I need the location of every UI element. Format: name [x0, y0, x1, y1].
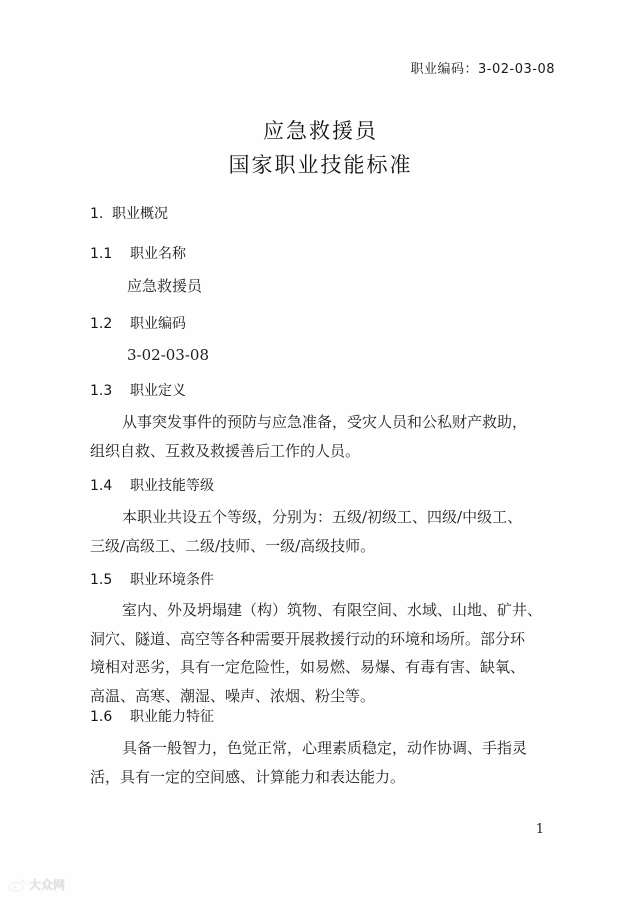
paragraph-line: 洞穴、隧道、高空等各种需要开展救援行动的环境和场所。部分环	[90, 629, 526, 648]
title-block	[0, 114, 641, 182]
paragraph-line: 境相对恶劣，具有一定危险性，如易燃、易爆、有毒有害、缺氧、	[90, 658, 526, 676]
section-heading-1-1	[90, 243, 186, 263]
section-heading-1-2	[90, 313, 186, 333]
occupation-definition-paragraph	[90, 408, 560, 465]
section-label: 职业编码	[130, 316, 186, 332]
occupation-code-value: 3-02-03-08	[127, 346, 210, 364]
title-line-1: 应急救援员	[263, 119, 378, 143]
section-heading-1-4	[90, 475, 214, 495]
paragraph-line: 本职业共设五个等级，分别为：五级/初级工、四级/中级工、	[122, 508, 523, 526]
ability-traits-paragraph	[90, 734, 560, 791]
section-label: 职业概况	[112, 206, 168, 222]
page-number: 1	[535, 822, 544, 837]
section-label: 职业名称	[130, 246, 186, 262]
paragraph-line: 室内、外及坍塌建（构）筑物、有限空间、水域、山地、矿井、	[122, 601, 543, 619]
title-line-2: 国家职业技能标准	[228, 153, 413, 177]
watermark	[8, 876, 65, 893]
section-number: 1.5	[90, 572, 113, 588]
section-heading-1	[90, 203, 168, 223]
occupation-code-header: 职业编码：3-02-03-08	[410, 62, 555, 77]
paragraph-line: 活，具有一定的空间感、计算能力和表达能力。	[90, 767, 406, 786]
section-number: 1.2	[90, 316, 113, 332]
paragraph-line: 从事突发事件的预防与应急准备，受灾人员和公私财产救助，	[122, 413, 528, 431]
occupation-name-value: 应急救援员	[127, 277, 203, 295]
section-number: 1.3	[90, 383, 113, 399]
section-label: 职业能力特征	[130, 709, 214, 725]
section-number: 1.4	[90, 478, 113, 494]
section-number: 1.	[90, 206, 104, 222]
paragraph-line: 具备一般智力，色觉正常，心理素质稳定，动作协调、手指灵	[122, 739, 528, 757]
section-label: 职业环境条件	[130, 572, 214, 588]
section-heading-1-3	[90, 380, 186, 400]
section-heading-1-5	[90, 569, 214, 589]
section-label: 职业定义	[130, 383, 186, 399]
section-heading-1-6	[90, 706, 214, 726]
weibo-logo-icon	[8, 878, 26, 892]
work-environment-paragraph	[90, 596, 560, 710]
section-label: 职业技能等级	[130, 478, 214, 494]
section-number: 1.6	[90, 709, 113, 725]
paragraph-line: 三级/高级工、二级/技师、一级/高级技师。	[90, 536, 376, 555]
section-number: 1.1	[90, 246, 113, 262]
skill-levels-paragraph	[90, 503, 560, 560]
watermark-text: 大众网	[29, 878, 66, 892]
paragraph-line: 高温、高寒、潮湿、噪声、浓烟、粉尘等。	[90, 686, 376, 705]
paragraph-line: 组织自救、互救及救援善后工作的人员。	[90, 441, 361, 460]
